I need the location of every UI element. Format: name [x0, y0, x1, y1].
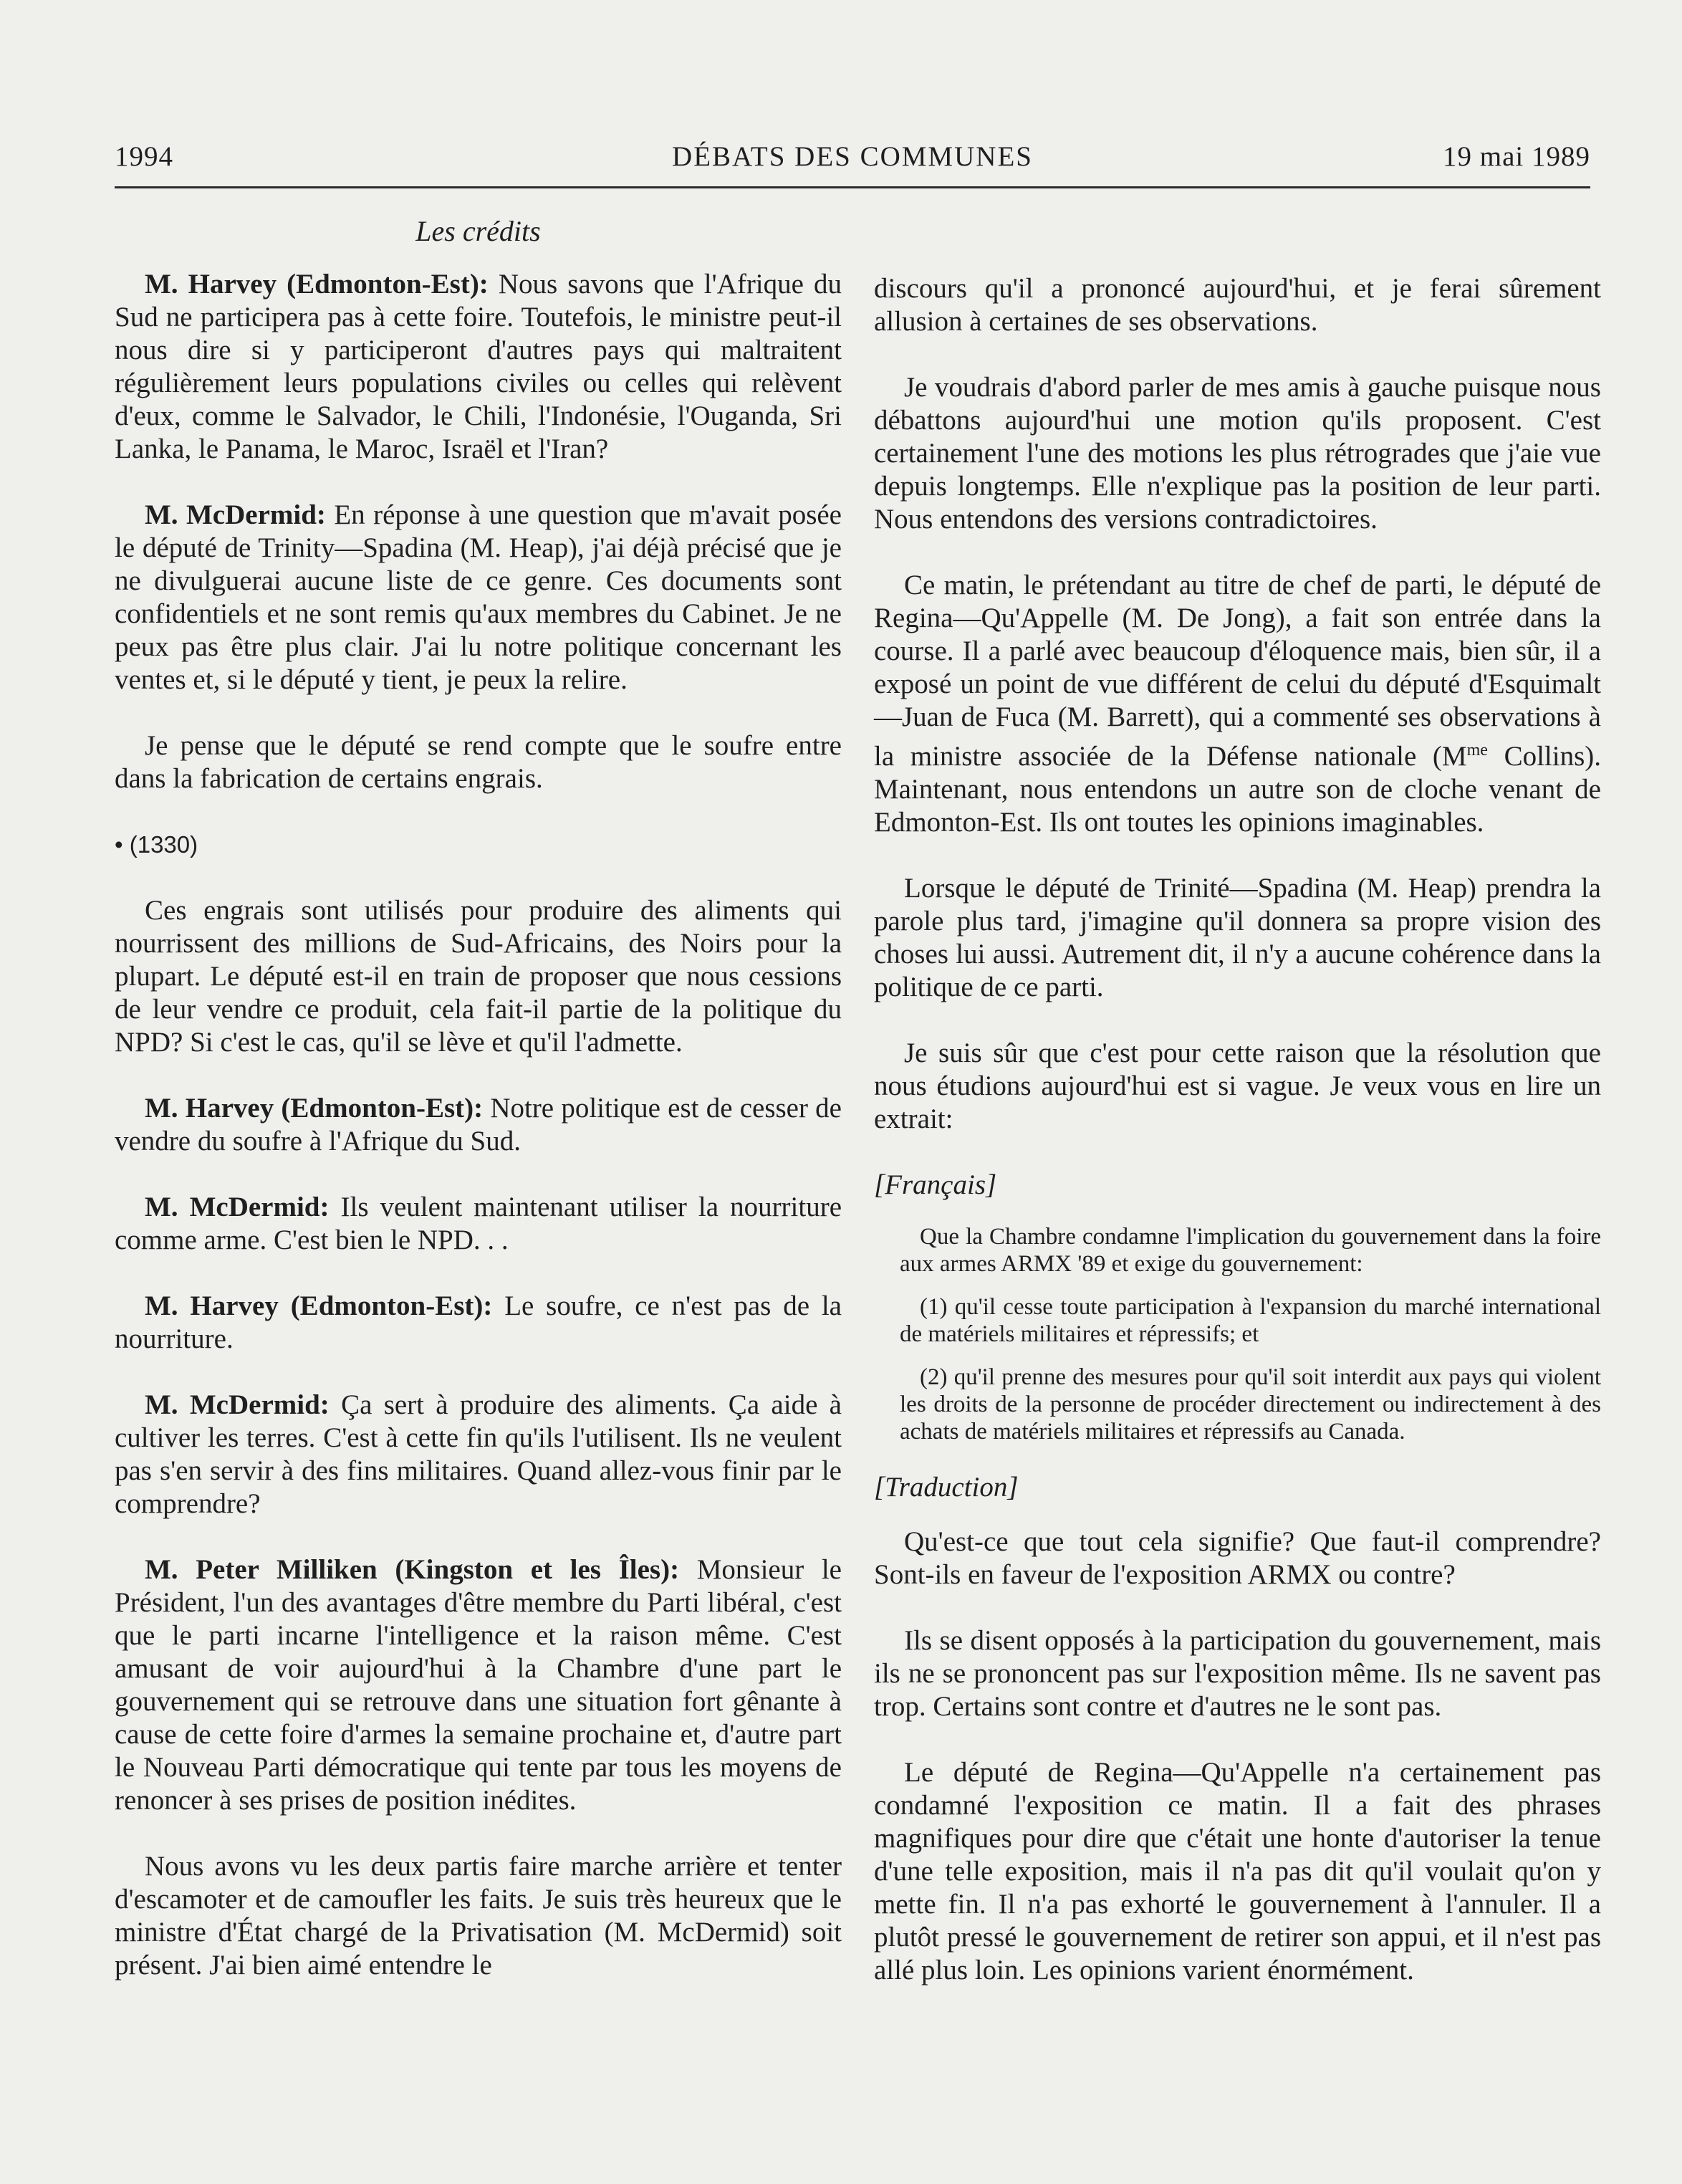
paragraph-text: Ça sert à produire des aliments. Ça aide à cultiver les terres. C'est à cette fin qu'ils l'utilisent. Ils ne veulent pas s'en servir à des fins militaires. Quand allez-vous finir par le comprendre?	[115, 1389, 842, 1519]
superscript: me	[1466, 741, 1488, 760]
paragraph	[874, 371, 1601, 536]
speaker-name: M. McDermid:	[145, 499, 326, 530]
paragraph-text: Nous savons que l'Afrique du Sud ne participera pas à cette foire. Toutefois, le ministre peut-il nous dire si y participeront d'autres pays qui maltraitent régulièrement leurs populations civiles ou celles qui relèvent d'eux, comme le Salvador, le Chili, l'Indonésie, l'Ouganda, Sri Lanka, le Panama, le Maroc, Israël et l'Iran?	[115, 269, 842, 464]
speaker-name: M. Harvey (Edmonton-Est):	[145, 1093, 484, 1124]
paragraph	[115, 268, 842, 466]
paragraph-text: Lorsque le député de Trinité—Spadina (M. Heap) prendra la parole plus tard, j'imagine qu'il donnera sa propre vision des choses lui aussi. Autrement dit, il n'y a aucune cohérence dans la politique de ce parti.	[874, 873, 1601, 1002]
paragraph-text: Je voudrais d'abord parler de mes amis à gauche puisque nous débattons aujourd'hui une motion qu'ils proposent. C'est certainement l'une des motions les plus rétrogrades que j'aie vue depuis longtemps. Elle n'explique pas la position de leur parti. Nous entendons des versions contradictoires.	[874, 372, 1601, 535]
paragraph-text: Ce matin, le prétendant au titre de chef de parti, le député de Regina—Qu'Appelle (M. De Jong), a fait son entrée dans la course. Il a parlé avec beaucoup d'éloquence mais, bien sûr, il a exposé un point de vue différent de celui du député d'Esquimalt—Juan de Fuca (M. Barrett), qui a commenté ses observations à la ministre associée de la Défense nationale (M	[874, 570, 1601, 772]
motion-quote: Que la Chambre condamne l'implication du gouvernement dans la foire aux armes ARMX '89 et exige du gouvernement:	[900, 1224, 1601, 1277]
paragraph-text: Je pense que le député se rend compte que le soufre entre dans la fabrication de certains engrais.	[115, 730, 842, 794]
paragraph-text: Notre politique est de cesser de vendre du soufre à l'Afrique du Sud.	[115, 1093, 842, 1156]
language-marker: [Français]	[874, 1169, 997, 1200]
page-date: 19 mai 1989	[1443, 141, 1590, 172]
paragraph-text: Collins). Maintenant, nous entendons un autre son de cloche venant de Edmonton-Est. Ils ont toutes les opinions imaginables.	[874, 741, 1601, 838]
paragraph	[874, 1624, 1601, 1723]
paragraph	[874, 1756, 1601, 1987]
paragraph-text: discours qu'il a prononcé aujourd'hui, et je ferai sûrement allusion à certaines de ses observations.	[874, 273, 1601, 337]
paragraph	[115, 729, 842, 795]
paragraph-text: Ces engrais sont utilisés pour produire des aliments qui nourrissent des millions de Sud-Africains, des Noirs pour la plupart. Le député est-il en train de proposer que nous cessions de leur vendre ce produit, cela fait-il partie de la politique du NPD? Si c'est le cas, qu'il se lève et qu'il l'admette.	[115, 895, 842, 1058]
page-header	[115, 140, 1590, 188]
page-number: 1994	[115, 141, 173, 172]
speaker-name: M. Harvey (Edmonton-Est):	[145, 269, 489, 300]
language-marker: [Traduction]	[874, 1472, 1019, 1503]
speaker-name: M. McDermid:	[145, 1389, 330, 1420]
paragraph-text: Qu'est-ce que tout cela signifie? Que faut-il comprendre? Sont-ils en faveur de l'exposition ARMX ou contre?	[874, 1526, 1601, 1590]
paragraph	[874, 872, 1601, 1004]
motion-quote: (1) qu'il cesse toute participation à l'expansion du marché international de matériels militaires et répressifs; et	[900, 1294, 1601, 1347]
paragraph-text: Je suis sûr que c'est pour cette raison que la résolution que nous étudions aujourd'hui est si vague. Je veux vous en lire un extrait:	[874, 1038, 1601, 1134]
speaker-name: M. McDermid:	[145, 1192, 330, 1222]
time-marker: • (1330)	[115, 831, 198, 858]
paragraph	[115, 894, 842, 1059]
paragraph	[115, 1553, 842, 1817]
right-column	[874, 272, 1601, 2020]
page-title: DÉBATS DES COMMUNES	[672, 141, 1033, 172]
paragraph	[115, 1389, 842, 1520]
paragraph	[874, 272, 1601, 338]
paragraph	[115, 1092, 842, 1158]
section-subtitle: Les crédits	[415, 215, 541, 247]
paragraph-text: Nous avons vu les deux partis faire marche arrière et tenter d'escamoter et de camoufler les faits. Je suis très heureux que le ministre d'État chargé de la Privatisation (M. McDermid) soit présent. J'ai bien aimé entendre le	[115, 1851, 842, 1981]
speaker-name: M. Peter Milliken (Kingston et les Îles):	[145, 1554, 680, 1585]
paragraph-text: Le soufre, ce n'est pas de la nourriture.	[115, 1290, 842, 1354]
paragraph-text: Ils se disent opposés à la participation du gouvernement, mais ils ne se prononcent pas sur l'exposition même. Ils ne savent pas trop. Certains sont contre et d'autres ne le sont pas.	[874, 1625, 1601, 1722]
paragraph	[115, 499, 842, 696]
paragraph	[115, 1290, 842, 1356]
paragraph	[874, 1037, 1601, 1136]
paragraph-text: Ils veulent maintenant utiliser la nourriture comme arme. C'est bien le NPD. . .	[115, 1192, 842, 1255]
paragraph	[115, 1191, 842, 1257]
paragraph	[115, 1850, 842, 1982]
paragraph-text: En réponse à une question que m'avait posée le député de Trinity—Spadina (M. Heap), j'ai déjà précisé que je ne divulguerai aucune liste de ce genre. Ces documents sont confidentiels et ne sont remis qu'aux membres du Cabinet. Je ne peux pas être plus clair. J'ai lu notre politique concernant les ventes et, si le député y tient, je peux la relire.	[115, 499, 842, 695]
left-column	[115, 215, 842, 2015]
motion-quote: (2) qu'il prenne des mesures pour qu'il soit interdit aux pays qui violent les droits de la personne de procéder directement ou indirectement à des achats de matériels militaires et répressifs au Canada.	[900, 1364, 1601, 1445]
paragraph-text: Monsieur le Président, l'un des avantages d'être membre du Parti libéral, c'est que le parti incarne l'intelligence et la raison même. C'est amusant de voir aujourd'hui à la Chambre d'une part le gouvernement qui se retrouve dans une situation fort gênante à cause de cette foire d'armes la semaine prochaine et, d'autre part le Nouveau Parti démocratique qui tente par tous les moyens de renoncer à ses prises de position inédites.	[115, 1554, 842, 1816]
paragraph	[874, 1526, 1601, 1591]
paragraph	[874, 569, 1601, 839]
speaker-name: M. Harvey (Edmonton-Est):	[145, 1290, 493, 1321]
paragraph-text: Le député de Regina—Qu'Appelle n'a certainement pas condamné l'exposition ce matin. Il a fait des phrases magnifiques pour dire que c'était une honte d'autoriser la tenue d'une telle exposition, mais il n'a pas dit qu'il voulait qu'on y mette fin. Il n'a pas exhorté le gouvernement à l'annuler. Il a plutôt pressé le gouvernement de retirer son appui, et il n'est pas allé plus loin. Les opinions varient énormément.	[874, 1757, 1601, 1986]
